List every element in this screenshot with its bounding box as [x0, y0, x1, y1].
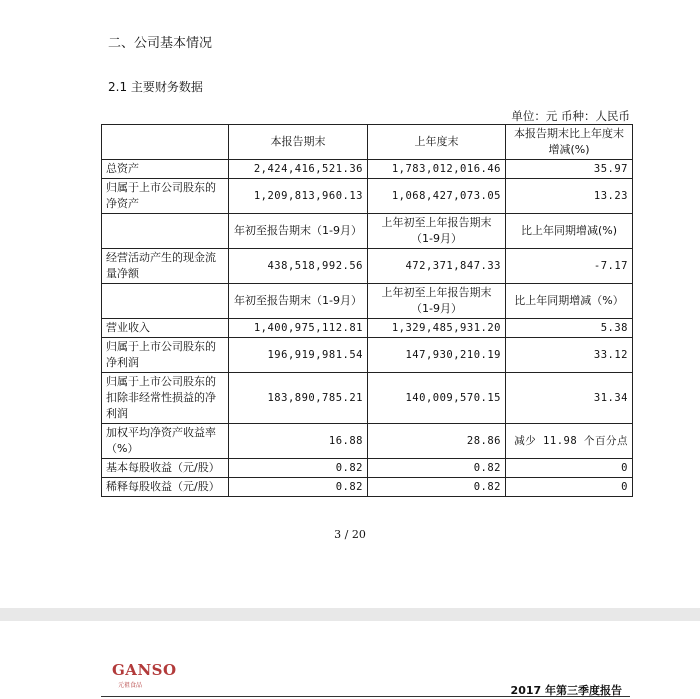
table-cell: 35.97 [506, 160, 633, 179]
sub-section-title: 2.1 主要财务数据 [108, 80, 203, 94]
table-cell: 0 [506, 478, 633, 497]
table-header-row [102, 125, 633, 160]
table-cell: 0 [506, 459, 633, 478]
table-cell: 减少 11.98 个百分点 [506, 424, 633, 459]
column-header: 比上年同期增减(%) [506, 214, 633, 249]
row-label: 稀释每股收益（元/股） [102, 478, 229, 497]
row-label: 归属于上市公司股东的净资产 [102, 179, 229, 214]
row-label: 经营活动产生的现金流量净额 [102, 249, 229, 284]
row-label: 基本每股收益（元/股） [102, 459, 229, 478]
column-header: 上年初至上年报告期末（1-9月） [368, 214, 506, 249]
table-cell: 0.82 [368, 459, 506, 478]
table-header-row [102, 214, 633, 249]
table-cell: 31.34 [506, 373, 633, 424]
table-row [102, 160, 633, 179]
table-cell: 1,329,485,931.20 [368, 319, 506, 338]
table-cell: 140,009,570.15 [368, 373, 506, 424]
table-cell: 16.88 [229, 424, 368, 459]
table-cell: 1,783,012,016.46 [368, 160, 506, 179]
table-cell: 2,424,416,521.36 [229, 160, 368, 179]
column-header: 上年初至上年报告期末（1-9月） [368, 284, 506, 319]
company-logo-subtext: 元祖食品 [118, 682, 143, 689]
column-header [102, 214, 229, 249]
table-cell: -7.17 [506, 249, 633, 284]
table-cell: 472,371,847.33 [368, 249, 506, 284]
column-header: 本报告期末比上年度末增减(%) [506, 125, 633, 160]
table-row [102, 249, 633, 284]
table-row [102, 424, 633, 459]
table-row [102, 319, 633, 338]
table-header-row [102, 284, 633, 319]
table-cell: 13.23 [506, 179, 633, 214]
table-cell: 1,209,813,960.13 [229, 179, 368, 214]
table-row [102, 338, 633, 373]
column-header [102, 284, 229, 319]
table-body [102, 125, 633, 497]
table-cell: 0.82 [229, 459, 368, 478]
column-header: 上年度末 [368, 125, 506, 160]
table-cell: 147,930,210.19 [368, 338, 506, 373]
table-cell: 1,400,975,112.81 [229, 319, 368, 338]
table-cell: 438,518,992.56 [229, 249, 368, 284]
unit-currency-note: 单位：元 币种：人民币 [511, 109, 630, 123]
table-row [102, 373, 633, 424]
column-header: 比上年同期增减（%） [506, 284, 633, 319]
next-page-header [0, 621, 700, 699]
row-label: 总资产 [102, 160, 229, 179]
row-label: 营业收入 [102, 319, 229, 338]
company-logo: GANSO [112, 661, 177, 679]
row-label: 归属于上市公司股东的净利润 [102, 338, 229, 373]
column-header: 年初至报告期末（1-9月） [229, 284, 368, 319]
table-cell: 28.86 [368, 424, 506, 459]
table-row [102, 179, 633, 214]
financial-data-table [101, 124, 633, 497]
page-number: 3 / 20 [334, 528, 366, 541]
table-cell: 5.38 [506, 319, 633, 338]
table-cell: 196,919,981.54 [229, 338, 368, 373]
table-cell: 0.82 [229, 478, 368, 497]
table-row [102, 459, 633, 478]
table-cell: 183,890,785.21 [229, 373, 368, 424]
header-divider [101, 696, 630, 697]
table-row [102, 478, 633, 497]
table-cell: 0.82 [368, 478, 506, 497]
table-cell: 1,068,427,073.05 [368, 179, 506, 214]
row-label: 归属于上市公司股东的扣除非经常性损益的净利润 [102, 373, 229, 424]
column-header: 本报告期末 [229, 125, 368, 160]
column-header: 年初至报告期末（1-9月） [229, 214, 368, 249]
section-title: 二、公司基本情况 [108, 36, 213, 51]
row-label: 加权平均净资产收益率（%） [102, 424, 229, 459]
column-header [102, 125, 229, 160]
table-cell: 33.12 [506, 338, 633, 373]
report-title: 2017 年第三季度报告 [510, 684, 622, 697]
